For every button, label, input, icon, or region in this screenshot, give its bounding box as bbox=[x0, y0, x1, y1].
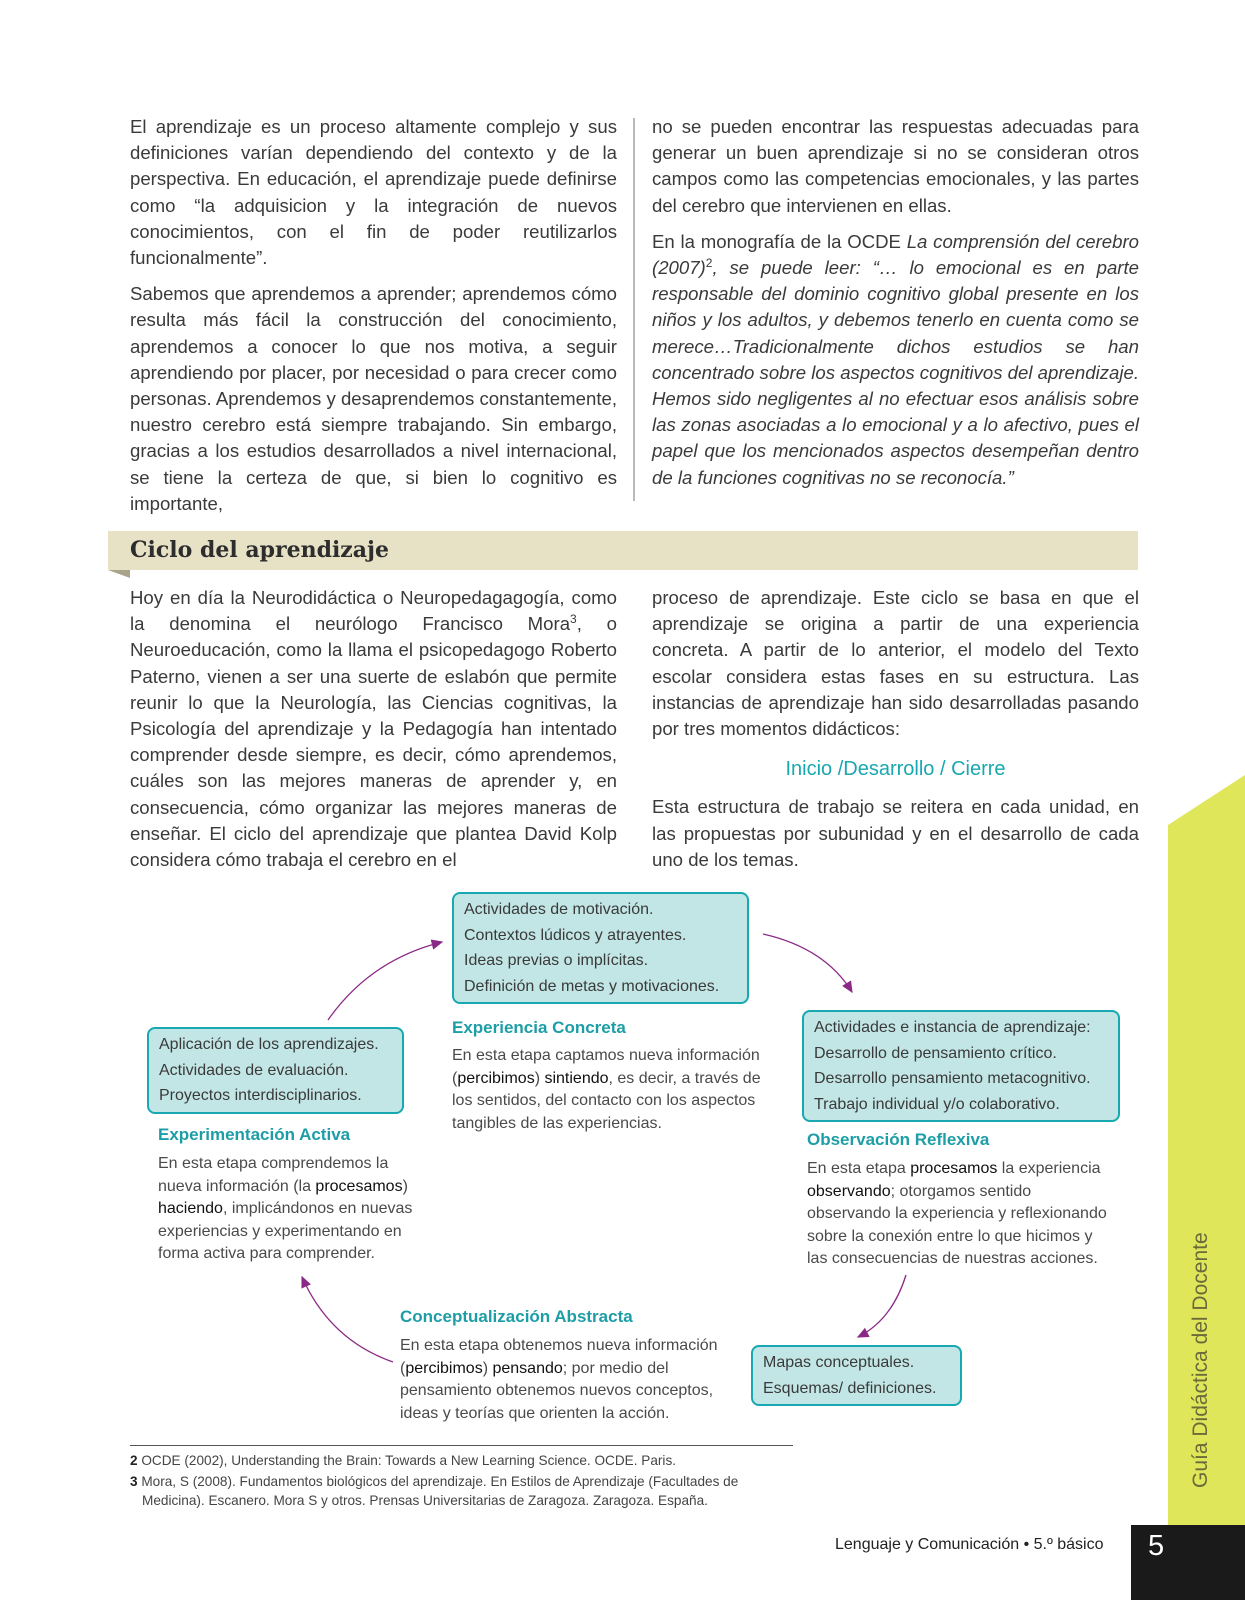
concrete-activities-box bbox=[452, 892, 749, 1004]
cycle-paragraph-3: Esta estructura de trabajo se reitera en cada unidad, en las propuestas por subunidad y en el desarrollo de cada uno de los temas. bbox=[652, 796, 1139, 870]
footnote-ref-2[interactable]: 2 bbox=[705, 255, 713, 270]
box-line: Desarrollo de pensamiento crítico. bbox=[814, 1044, 1057, 1062]
box-line: Actividades de evaluación. bbox=[159, 1061, 349, 1079]
arrow-activa-to-concreta bbox=[328, 942, 442, 1020]
footnote-rule bbox=[130, 1445, 793, 1446]
arrow-concreta-to-reflexiva bbox=[763, 934, 852, 992]
stage-text-activa: En esta etapa comprendemos la nueva información (la procesamos) haciendo, implicándonos en nuevas experiencias y experimentando en forma activa para comprender. bbox=[158, 1155, 413, 1263]
section-title: Ciclo del aprendizaje bbox=[130, 537, 390, 563]
box-line: Desarrollo pensamiento metacognitivo. bbox=[814, 1070, 1091, 1087]
box-line: Ideas previas o implícitas. bbox=[464, 952, 649, 969]
box-line: Actividades de motivación. bbox=[464, 901, 654, 918]
arrow-abstracta-to-activa bbox=[302, 1277, 393, 1362]
quote-intro: En la monografía de la OCDE bbox=[652, 230, 907, 252]
stage-title-concreta: Experiencia Concreta bbox=[452, 1018, 626, 1037]
cycle-text-a: Hoy en día la Neurodidáctica o Neuropedagagogía, como la denomina el neurólogo Francisco Mora bbox=[130, 587, 617, 635]
guide-side-label: Guía Didáctica del Docente bbox=[1189, 1232, 1212, 1488]
box-line: Contextos lúdicos y atrayentes. bbox=[464, 926, 687, 944]
box-line: Actividades e instancia de aprendizaje: bbox=[814, 1019, 1091, 1036]
box-line: Mapas conceptuales. bbox=[763, 1354, 915, 1371]
footnote-2: 2 OCDE (2002), Understanding the Brain: Towards a New Learning Science. OCDE. Paris. bbox=[130, 1453, 677, 1468]
stage-text-concreta: En esta etapa captamos nueva información (percibimos) sintiendo, es decir, a través de los sentidos, del contacto con los aspectos tangibles de las experiencias. bbox=[452, 1047, 761, 1132]
intro-paragraph-3: no se pueden encontrar las respuestas adecuadas para generar un buen aprendizaje si no se consideran otros campos como las competencias emocionales, y las partes del cerebro que intervienen en ellas. bbox=[652, 116, 1139, 216]
cycle-paragraph-2: proceso de aprendizaje. Este ciclo se basa en que el aprendizaje se origina a partir de una experiencia concreta. A partir de lo anterior, el modelo del Texto escolar considera estas fases en su estructura. Las instancias de aprendizaje han sido desarrolladas pasando por tres momentos didácticos: bbox=[652, 587, 1139, 740]
abstract-activities-box bbox=[751, 1345, 962, 1406]
box-line: Esquemas/ definiciones. bbox=[763, 1379, 937, 1397]
box-line: Aplicación de los aprendizajes. bbox=[159, 1036, 379, 1053]
cycle-text-b: , o Neuroeducación, como la llama el psicopedagogo Roberto Paterno, vienen a ser una suerte de eslabón que permite reunir lo que la Neurología, las Ciencias cognitivas, la Psicología del aprendizaje y la Pedagogía han intentado comprender desde siempre, es decir, cómo aprendemos, cuáles son las mejores maneras de aprender y, en consecuencia, cómo organizar las mejores maneras de enseñar. El ciclo del aprendizaje que plantea David Kolp considera cómo trabaja el cerebro en el bbox=[130, 613, 617, 871]
stage-title-reflexiva: Observación Reflexiva bbox=[807, 1130, 990, 1149]
active-activities-box bbox=[147, 1027, 404, 1114]
page-number: 5 bbox=[1148, 1530, 1165, 1562]
box-line: Definición de metas y motivaciones. bbox=[464, 977, 720, 995]
footnote-3: 3 Mora, S (2008). Fundamentos biológicos del aprendizaje. En Estilos de Aprendizaje (Facultades de Medicina). Escanero. Mora S y otros. Prensas Universitarias de Zaragoza. Zaragoza. España. bbox=[130, 1474, 739, 1508]
didactic-moments-title: Inicio /Desarrollo / Cierre bbox=[785, 758, 1006, 781]
stage-text-reflexiva: En esta etapa procesamos la experiencia observando; otorgamos sentido observando la experiencia y reflexionando sobre la conexión entre lo que hicimos y las consecuencias de nuestras acciones. bbox=[807, 1160, 1107, 1268]
intro-paragraph-1: El aprendizaje es un proceso altamente complejo y sus definiciones varían dependiendo del contexto y de la perspectiva. En educación, el aprendizaje puede definirse como “la adquisicion y la integración de nuevos conocimientos, con el fin de poder reutilizarlos funcionalmente”. bbox=[130, 116, 617, 269]
box-line: Trabajo individual y/o colaborativo. bbox=[814, 1095, 1060, 1113]
ocde-quote: , se puede leer: “… lo emocional es en parte responsable del dominio cognitivo global presente en los niños y los adultos, y debemos tenerlo en cuenta como se merece…Tradicionalmente dichos estudios se han concentrado sobre los aspectos cognitivos del aprendizaje. Hemos sido negligentes al no efectuar esos análisis sobre las zonas asociadas a lo emocional y a lo afectivo, pues el papel que los mencionados aspectos desempeñan dentro de la funciones cognitivas no se reconocía.” bbox=[652, 257, 1139, 488]
arrow-reflexiva-to-abstracta bbox=[858, 1275, 906, 1337]
box-line: Proyectos interdisciplinarios. bbox=[159, 1087, 362, 1104]
stage-text-abstracta: En esta etapa obtenemos nueva información (percibimos) pensando; por medio del pensamiento obtenemos nuevos conceptos, ideas y teorías que orienten la acción. bbox=[400, 1337, 718, 1422]
footnote-ref-3[interactable]: 3 bbox=[570, 612, 577, 627]
reflexive-activities-box bbox=[802, 1010, 1120, 1122]
running-footer: Lenguaje y Comunicación • 5.º básico bbox=[835, 1536, 1104, 1553]
stage-title-abstracta: Conceptualización Abstracta bbox=[400, 1307, 633, 1326]
stage-title-activa: Experimentación Activa bbox=[158, 1125, 351, 1144]
monograph-title: La comprensión del cerebro (2007) bbox=[652, 230, 1139, 279]
intro-paragraph-2: Sabemos que aprendemos a aprender; aprendemos cómo resulta más fácil la construcción del conocimiento, aprendemos a conocer lo que nos motiva, a seguir aprendiendo por placer, por necesidad o para crecer como personas. Aprendemos y desaprendemos constantemente, nuestro cerebro está siempre trabajando. Sin embargo, gracias a los estudios desarrollados a nivel internacional, se tiene la certeza de que, si bien lo cognitivo es importante, bbox=[130, 283, 617, 514]
